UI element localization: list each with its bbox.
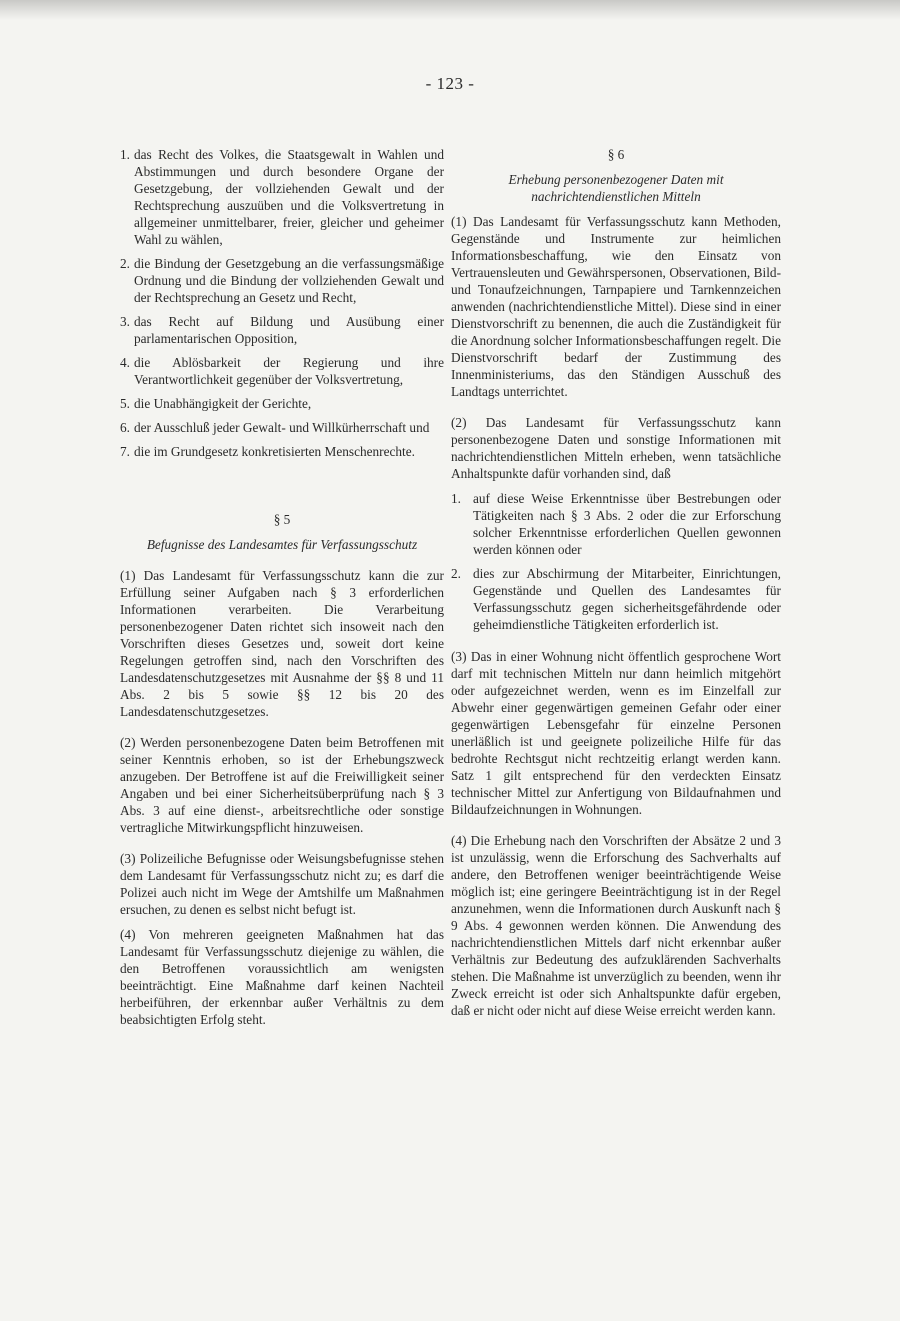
list-item-text: der Ausschluß jeder Gewalt- und Willkürherrschaft und — [134, 420, 430, 435]
list-item-number: 1. — [120, 147, 130, 162]
scan-edge-shadow — [0, 0, 900, 20]
list-item-number: 7. — [120, 444, 130, 459]
list-item — [451, 565, 781, 633]
section-5-paragraph-3: (3) Polizeiliche Befugnisse oder Weisungsbefugnisse stehen dem Landesamt für Verfassungsschutz nicht zu; es darf die Polizei auch nicht im Wege der Amtshilfe um Maßnahmen ersuchen, zu denen es selbst nicht befugt ist. — [120, 851, 444, 917]
section-5-paragraph-1: (1) Das Landesamt für Verfassungsschutz kann die zur Erfüllung seiner Aufgaben nach § 3 erforderlichen Informationen verarbeiten. Die Verarbeitung personenbezogener Daten richtet sich insoweit nach den Vorschriften dieses Gesetzes und, soweit dort keine Regelungen getroffen sind, nach den Vorschriften des Landesdatenschutzgesetzes mit Ausnahme der §§ 8 und 11 Abs. 2 bis 5 sowie §§ 12 bis 20 des Landesdatenschutzgesetzes. — [120, 568, 444, 719]
right-column — [451, 146, 781, 1019]
list-item-text: die Ablösbarkeit der Regierung und ihre Verantwortlichkeit gegenüber der Volksvertretung, — [134, 355, 444, 387]
list-item — [120, 255, 444, 306]
list-item-number: 2. — [451, 566, 461, 581]
list-item — [120, 313, 444, 347]
list-item — [120, 443, 444, 460]
section-6-heading: § 6 — [607, 147, 625, 162]
list-item-number: 1. — [451, 491, 461, 506]
list-item-text: die Bindung der Gesetzgebung an die verfassungsmäßige Ordnung und die Bindung der vollziehenden Gewalt und der Rechtsprechung an Gesetz und Recht, — [134, 256, 444, 305]
section-6-paragraph-1: (1) Das Landesamt für Verfassungsschutz kann Methoden, Gegenstände und Instrumente zur heimlichen Informationsbeschaffung, wie den Einsatz von Vertrauensleuten und Gewährspersonen, Observationen, Bild- und Tonaufzeichnungen, Tarnpapiere und Tarnkennzeichen anwenden (nachrichtendienstliche Mittel). Diese sind in einer Dienstvorschrift zu benennen, die auch die Zuständigkeit für die Anordnung solcher Informationsbeschaffungen regelt. Die Dienstvorschrift bedarf der Zustimmung des Innenministeriums, das den Ständigen Ausschuß des Landtags unterrichtet. — [451, 214, 781, 399]
list-item — [451, 490, 781, 558]
section-5-heading: § 5 — [273, 512, 291, 527]
section-6-paragraph-4: (4) Die Erhebung nach den Vorschriften der Absätze 2 und 3 ist unzulässig, wenn die Erforschung des Sachverhalts auf andere, den Betroffenen weniger beeinträchtigende Weise möglich ist; eine geringere Beeinträchtigung ist in der Regel anzunehmen, wenn die Informationen durch Auskunft nach § 9 Abs. 4 gewonnen werden können. Die Anwendung des nachrichtendienstlichen Mittels darf nicht erkennbar außer Verhältnis zur Bedeutung des aufzuklärenden Sachverhalts stehen. Die Maßnahme ist unverzüglich zu beenden, wenn ihr Zweck erreicht ist oder sich Anhaltspunkte dafür ergeben, daß er nicht oder nicht auf diese Weise erreicht werden kann. — [451, 833, 781, 1018]
list-item — [120, 395, 444, 412]
list-item-number: 2. — [120, 256, 130, 271]
section-6-title: Erhebung personenbezogener Daten mit nachrichtendienstlichen Mitteln — [508, 172, 724, 204]
list-item-text: das Recht auf Bildung und Ausübung einer parlamentarischen Opposition, — [134, 314, 444, 346]
list-item-text: auf diese Weise Erkenntnisse über Bestrebungen oder Tätigkeiten nach § 3 Abs. 2 oder die zur Erforschung solcher Erkenntnisse erforderlichen Quellen gewonnen werden können oder — [473, 491, 781, 557]
list-item-text: die im Grundgesetz konkretisierten Menschenrechte. — [134, 444, 415, 459]
list-item-text: die Unabhängigkeit der Gerichte, — [134, 396, 312, 411]
section-6-paragraph-2: (2) Das Landesamt für Verfassungsschutz kann personenbezogene Daten und sonstige Informationen mit nachrichtendienstlichen Mitteln erheben, wenn tatsächliche Anhaltspunkte dafür vorhanden sind, daß — [451, 415, 781, 481]
list-item — [120, 146, 444, 248]
page-number: - 123 - — [425, 74, 475, 93]
left-column — [120, 146, 444, 1028]
list-item-text: das Recht des Volkes, die Staatsgewalt in Wahlen und Abstimmungen und durch besondere Organe der Gesetzgebung, der vollziehenden Gewalt und der Rechtsprechung auszuüben und die Volksvertretung in allgemeiner unmittelbarer, freier, gleicher und geheimer Wahl zu wählen, — [134, 147, 444, 247]
list-item-number: 4. — [120, 355, 130, 370]
list-item — [120, 354, 444, 388]
list-item — [120, 419, 444, 436]
section-5-paragraph-2: (2) Werden personenbezogene Daten beim Betroffenen mit seiner Kenntnis erhoben, so ist der Erhebungszweck anzugeben. Der Betroffene ist auf die Freiwilligkeit seiner Angaben und bei einer Sicherheitsüberprüfung nach § 3 Abs. 3 auf eine dienst-, arbeitsrechtliche oder sonstige vertragliche Mitwirkungspflicht hinzuweisen. — [120, 735, 444, 835]
section-5-title: Befugnisse des Landesamtes für Verfassungsschutz — [146, 537, 418, 552]
list-item-number: 5. — [120, 396, 130, 411]
section-6-paragraph-3: (3) Das in einer Wohnung nicht öffentlich gesprochene Wort darf mit technischen Mitteln nur dann heimlich mitgehört oder aufgezeichnet werden, wenn es im Einzelfall zur Abwehr einer gegenwärtigen gemeinen Gefahr oder einer gegenwärtigen Lebensgefahr für einzelne Personen unerläßlich ist und geeignete polizeiliche Hilfe für das bedrohte Rechtsgut nicht rechtzeitig erlangt werden kann. Satz 1 gilt entsprechend für den verdeckten Einsatz technischer Mittel zur Anfertigung von Bildaufnahmen und Bildaufzeichnungen in Wohnungen. — [451, 649, 781, 817]
list-item-number: 3. — [120, 314, 130, 329]
section-5-paragraph-4: (4) Von mehreren geeigneten Maßnahmen hat das Landesamt für Verfassungsschutz diejenige zu wählen, die den Betroffenen voraussichtlich am wenigsten beeinträchtigt. Eine Maßnahme darf keinen Nachteil herbeiführen, der erkennbar außer Verhältnis zu dem beabsichtigten Erfolg steht. — [120, 927, 444, 1027]
list-item-number: 6. — [120, 420, 130, 435]
list-item-text: dies zur Abschirmung der Mitarbeiter, Einrichtungen, Gegenstände und Quellen des Landesamtes für Verfassungsschutz gegen sicherheitsgefährdende oder geheimdienstliche Tätigkeiten erforderlich ist. — [473, 566, 781, 632]
